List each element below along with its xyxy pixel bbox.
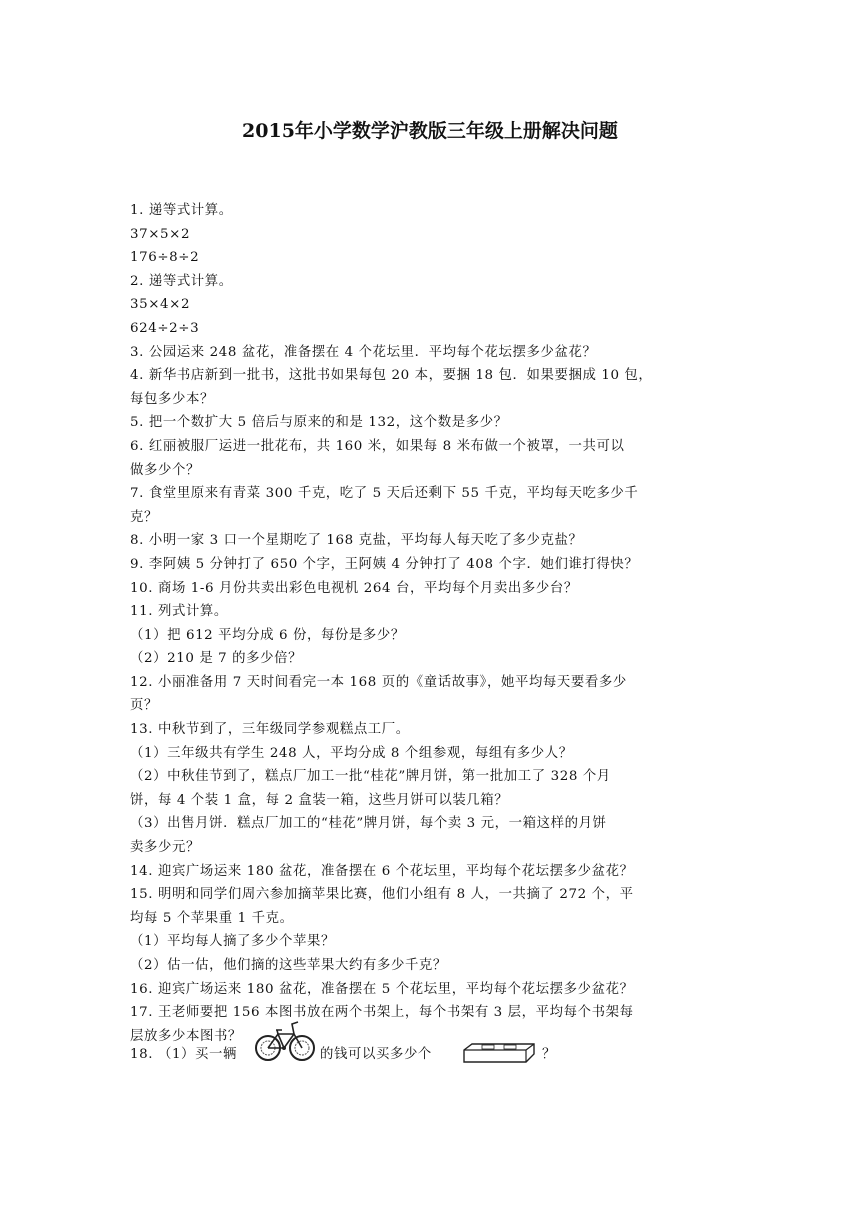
text-line: （2）中秋佳节到了，糕点厂加工一批“桂花”牌月饼，第一批加工了 328 个月 xyxy=(130,769,611,785)
text-line: 5. 把一个数扩大 5 倍后与原来的和是 132，这个数是多少？ xyxy=(130,415,508,431)
question-list xyxy=(130,199,730,1048)
q18-prefix: 18. （1）买一辆 xyxy=(130,1047,238,1062)
text-line: 14. 迎宾广场运来 180 盆花，准备摆在 6 个花坛里，平均每个花坛摆多少盆花？ xyxy=(130,863,634,879)
text-line: 饼，每 4 个装 1 盒，每 2 盒装一箱，这些月饼可以装几箱？ xyxy=(130,792,509,808)
text-line: （1）把 612 平均分成 6 份，每份是多少？ xyxy=(130,627,405,643)
text-line: 卖多少元？ xyxy=(130,840,200,856)
text-line: 12. 小丽准备用 7 天时间看完一本 168 页的《童话故事》，她平均每天要看多少 xyxy=(130,674,627,690)
text-line: （1）平均每人摘了多少个苹果？ xyxy=(130,934,335,950)
text-line: 9. 李阿姨 5 分钟打了 650 个字，王阿姨 4 分钟打了 408 个字．她们谁打得快？ xyxy=(130,556,639,572)
text-line: 页？ xyxy=(130,698,158,714)
text-line: 176÷8÷2 xyxy=(130,250,200,266)
page-title: 2015年小学数学沪教版三年级上册解决问题 xyxy=(242,120,618,142)
bicycle-icon xyxy=(254,1014,316,1064)
text-line: 35×4×2 xyxy=(130,297,191,313)
text-line: 层放多少本图书？ xyxy=(130,1028,242,1044)
q18-suffix: ？ xyxy=(542,1047,556,1062)
text-line: 做多少个？ xyxy=(130,462,200,478)
q18-middle: 的钱可以买多少个 xyxy=(320,1047,432,1062)
text-line: （3）出售月饼．糕点厂加工的“桂花”牌月饼，每个卖 3 元，一箱这样的月饼 xyxy=(130,816,607,832)
text-line: 4. 新华书店新到一批书，这批书如果每包 20 本，要捆 18 包．如果要捆成 10 包， xyxy=(130,368,653,384)
text-line: 10. 商场 1-6 月份共卖出彩色电视机 264 台，平均每个月卖出多少台？ xyxy=(130,580,578,596)
text-line: 624÷2÷3 xyxy=(130,320,200,336)
text-line: 8. 小明一家 3 口一个星期吃了 168 克盐，平均每人每天吃了多少克盐？ xyxy=(130,533,583,549)
text-line: 2. 递等式计算。 xyxy=(130,273,233,289)
text-line: 每包多少本？ xyxy=(130,391,214,407)
mooncake-box-icon xyxy=(460,1042,538,1066)
text-line: 均每 5 个苹果重 1 千克。 xyxy=(130,910,294,926)
text-line: 17. 王老师要把 156 本图书放在两个书架上，每个书架有 3 层，平均每个书架每 xyxy=(130,1005,634,1021)
text-line: （2）估一估，他们摘的这些苹果大约有多少千克？ xyxy=(130,958,447,973)
question-18 xyxy=(130,1012,730,1068)
text-line: 1. 递等式计算。 xyxy=(130,203,233,218)
text-line: 11. 列式计算。 xyxy=(130,604,228,620)
text-line: 15. 明明和同学们周六参加摘苹果比赛，他们小组有 8 人，一共摘了 272 个，平 xyxy=(130,887,634,903)
text-line: （2）210 是 7 的多少倍？ xyxy=(130,651,303,667)
text-line: 7. 食堂里原来有青菜 300 千克，吃了 5 天后还剩下 55 千克，平均每天吃多少千 xyxy=(130,486,639,502)
text-line: 3. 公园运来 248 盆花，准备摆在 4 个花坛里．平均每个花坛摆多少盆花？ xyxy=(130,344,597,360)
text-line: 13. 中秋节到了，三年级同学参观糕点工厂。 xyxy=(130,722,410,738)
text-line: 37×5×2 xyxy=(130,226,191,242)
text-line: （1）三年级共有学生 248 人，平均分成 8 个组参观，每组有多少人？ xyxy=(130,745,573,761)
text-line: 克？ xyxy=(130,509,158,525)
text-line: 6. 红丽被服厂运进一批花布，共 160 米，如果每 8 米布做一个被罩，一共可以 xyxy=(130,438,625,454)
text-line: 16. 迎宾广场运来 180 盆花，准备摆在 5 个花坛里，平均每个花坛摆多少盆花？ xyxy=(130,981,634,997)
